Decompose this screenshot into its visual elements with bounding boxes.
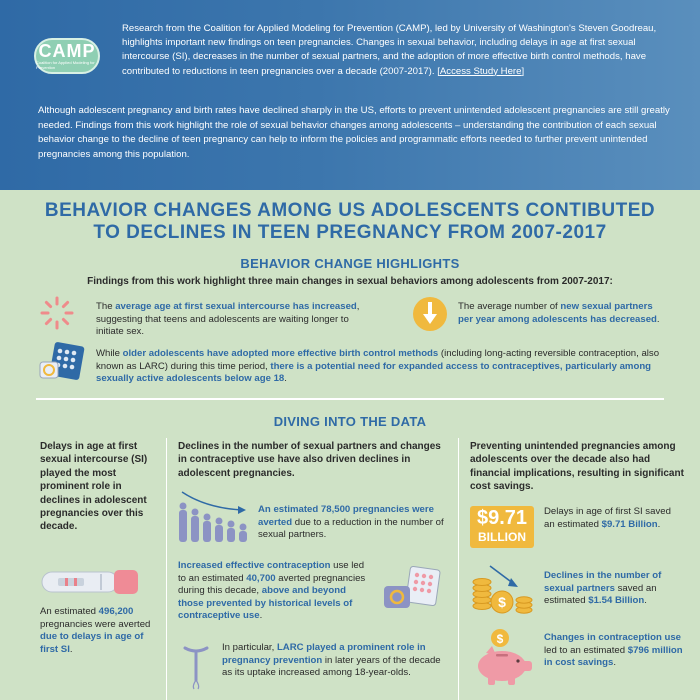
col1-heading: Delays in age at first sexual intercourse (SI) played the most prominent role in declines in adolescent pregnancies over this decade. <box>40 441 148 533</box>
camp-logo <box>34 38 100 74</box>
section-divider <box>36 398 664 400</box>
col2-text-c: In particular, LARC played a prominent role in pregnancy prevention in later years of the decade as its uptake increased among 18-year-olds. <box>222 642 441 678</box>
intro-paragraph-1 <box>122 22 682 79</box>
coins-icon <box>470 562 538 616</box>
intro-paragraph-2: Although adolescent pregnancy and birth rates have declined sharply in the US, efforts to prevent unintended adolescent pregnancies are still greatly needed. Findings from this work highlight the role of sexual behavior changes among adolescents – understanding the contribution of each sexual behavior change to the decline of teen pregnancy can help to inform the policies and programmatic efforts needed to further prevent unintended pregnancies among this population. <box>38 105 670 160</box>
svg-text:$: $ <box>496 632 504 646</box>
money-badge <box>470 506 534 548</box>
money-unit: BILLION <box>478 530 526 544</box>
col3-heading: Preventing unintended pregnancies among adolescents over the decade also had financial implications, resulting in significant cost savings. <box>470 441 684 493</box>
logo-tagline: Coalition for Applied Modeling for Prevention <box>36 60 95 70</box>
col2-text-a: An estimated 78,500 pregnancies were averted due to a reduction in the number of sexual partners. <box>258 504 444 540</box>
col2-text-b: Increased effective contraception use led to an estimated 40,700 averted pregnancies during this decade, above and beyond those prevented by historical levels of contraceptive use. <box>178 560 366 621</box>
column-divider-2 <box>458 438 459 700</box>
money-value: $9.71 <box>476 507 528 529</box>
main-title <box>0 200 700 244</box>
access-study-link[interactable]: [Access Study Here] <box>437 65 525 77</box>
col2-heading: Declines in the number of sexual partners and changes in contraceptive use have also driven declines in adolescent pregnancies. <box>178 441 441 479</box>
intro-paragraph-1-text: Research from the Coalition for Applied Modeling for Prevention (CAMP), led by University of Washington's Steven Goodreau, highlights important new findings on teen pregnancies. Changes in sexual behavior, including delays in age at first sexual intercourse (SI), decreases in the number of sexual partners, and the adoption of more effective birth control methods, have contributed to reductions in teen pregnancies over a decade (2007-2017). <box>122 23 657 77</box>
svg-text:$: $ <box>498 594 506 610</box>
clock-icon <box>40 296 74 330</box>
col3-text-a: Delays in age of first SI saved an estimated $9.71 Billion. <box>544 506 671 530</box>
highlights-title: BEHAVIOR CHANGE HIGHLIGHTS <box>240 256 460 271</box>
iud-icon <box>182 642 210 690</box>
col3-text-b: Declines in the number of sexual partners saved an estimated $1.54 Billion. <box>544 570 662 606</box>
col1-text: An estimated 496,200 pregnancies were averted due to delays in age of first SI. <box>40 606 151 655</box>
declining-arrow-icon <box>412 296 448 332</box>
intro-banner <box>0 0 700 190</box>
highlight-partners: The average number of new sexual partners per year among adolescents has decreased. <box>458 301 660 325</box>
highlight-birth-control: While older adolescents have adopted more effective birth control methods (including long-acting reversible contraception, also known as LARC) during this time period, there is a potential need for expanded access to contraceptives, particularly among sexually active adolescents below age 18. <box>96 348 660 384</box>
birth-control-pills-icon <box>380 566 444 612</box>
data-section-title: DIVING INTO THE DATA <box>273 414 427 429</box>
col3-text-c: Changes in contraception use led to an estimated $796 million in cost savings. <box>544 632 683 668</box>
piggy-bank-icon <box>472 628 536 686</box>
highlight-age: The average age at first sexual intercourse has increased, suggesting that teens and adolescents are waiting longer to initiate sex. <box>96 301 360 337</box>
pregnancy-test-icon <box>40 562 140 596</box>
declining-people-icon <box>176 486 250 546</box>
highlights-findings: Findings from this work highlight three main changes in sexual behaviors among adolescents from 2007-2017: <box>87 276 613 287</box>
logo-name: CAMP <box>38 41 96 61</box>
contraceptive-pack-icon <box>38 342 88 382</box>
column-divider-1 <box>166 438 167 700</box>
main-title-line-2: TO DECLINES IN TEEN PREGNANCY FROM 2007-2017 <box>93 222 607 243</box>
main-title-line-1: BEHAVIOR CHANGES AMONG US ADOLESCENTS CONTIBUTED <box>44 200 656 221</box>
